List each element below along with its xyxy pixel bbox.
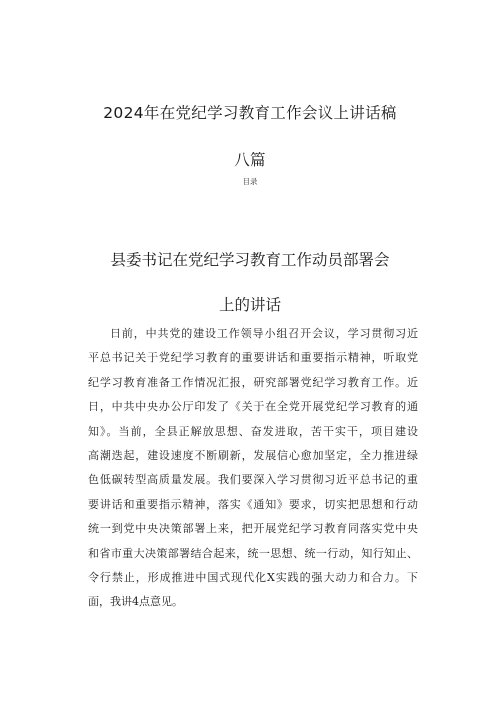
document-title: 2024年在党纪学习教育工作会议上讲话稿	[103, 104, 397, 122]
document-title-continued: 八篇	[234, 151, 266, 169]
table-of-contents-label: 目录	[242, 177, 258, 186]
body-line: 令行禁止，形成推进中国式现代化X实践的强大动力和合力。下	[88, 570, 418, 584]
body-line: 知》。当前，全县正解放思想、奋发进取，苦干实干，项目建设	[88, 424, 418, 438]
body-line: 高潮迭起，建设速度不断刷新，发展信心愈加坚定，全力推进绿	[88, 448, 418, 462]
body-line: 平总书记关于党纪学习教育的重要讲话和重要指示精神，听取党	[88, 351, 418, 365]
body-line: 统一到党中央决策部署上来，把开展党纪学习教育同落实党中央	[88, 522, 418, 536]
body-line: 和省市重大决策部署结合起来，统一思想、统一行动，知行知止、	[88, 546, 418, 560]
body-line: 日，中共中央办公厅印发了《关于在全党开展党纪学习教育的通	[88, 400, 418, 414]
body-line: 面，我讲4点意见。	[88, 595, 183, 609]
body-line: 纪学习教育准备工作情况汇报，研究部署党纪学习教育工作。近	[88, 375, 418, 389]
body-line: 要讲话和重要指示精神，落实《通知》要求，切实把思想和行动	[88, 497, 418, 511]
speech-title: 县委书记在党纪学习教育工作动员部署会	[110, 251, 390, 269]
body-line: 色低碳转型高质量发展。我们要深入学习贯彻习近平总书记的重	[88, 473, 418, 487]
speech-body	[88, 322, 418, 615]
body-line: 日前，中共党的建设工作领导小组召开会议，学习贯彻习近	[110, 327, 418, 340]
speech-title-continued: 上的讲话	[218, 296, 281, 314]
